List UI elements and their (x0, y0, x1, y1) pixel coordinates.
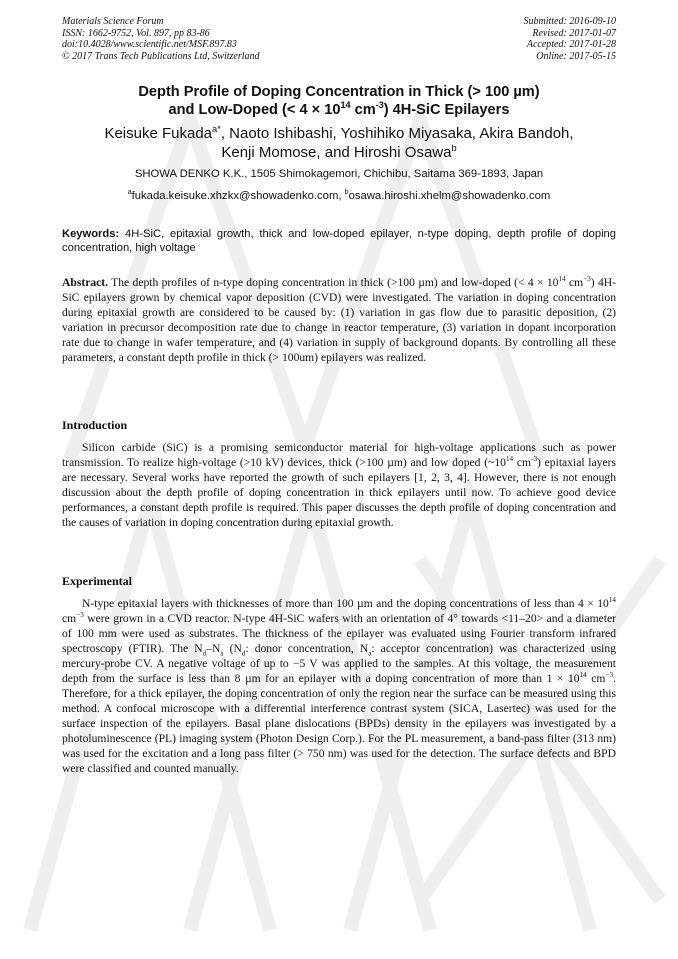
date-revised: Revised: 2017-01-07 (532, 27, 616, 39)
paper-title (62, 83, 616, 119)
subscript: a (220, 649, 224, 658)
abstract-text: The depth profiles of n-type doping concentration in thick (>100 µm) and low-doped (< 4 × 10 (108, 276, 559, 289)
paragraph-text: were grown in a CVD reactor. N-type 4H-SiC wafers with an orientation of 4° towards <11–20> and a diameter of 100 mm were used as substrates. The thickness of the epilayer was evaluated using Fourier transform infrared spectroscopy (FTIR). The N (62, 612, 616, 655)
paragraph-text: (N (223, 642, 242, 655)
title-text: and Low-Doped (< 4 × 10 (168, 102, 341, 118)
subscript: a (368, 649, 372, 658)
author-emails (62, 189, 616, 203)
authors-line-2 (62, 143, 616, 162)
journal-doi: doi:10.4028/www.scientific.net/MSF.897.83 (62, 39, 237, 51)
keywords-text: 4H-SiC, epitaxial growth, thick and low-doped epilayer, n-type doping, depth profile of doping concentration, high voltage (62, 228, 616, 254)
email-address: fukada.keisuke.xhzkx@showadenko.com, (131, 190, 345, 202)
paragraph-text: cm (513, 456, 532, 469)
date-submitted: Submitted: 2016-09-10 (523, 16, 616, 27)
paragraph-text: –N (206, 642, 221, 655)
subscript: d (202, 649, 207, 658)
abstract-text: cm (565, 276, 584, 289)
affiliation: SHOWA DENKO K.K., 1505 Shimokagemori, Chichibu, Saitama 369-1893, Japan (134, 168, 544, 180)
journal-header-left (62, 16, 260, 62)
authors-line-1 (62, 124, 616, 143)
superscript: 14 (579, 671, 587, 680)
journal-name: Materials Science Forum (62, 16, 164, 27)
abstract (62, 275, 616, 365)
author-names: , Naoto Ishibashi, Yoshihiko Miyasaka, Akira Bandoh, (220, 125, 574, 142)
author-list (62, 124, 616, 162)
superscript: −3 (605, 671, 614, 680)
abstract-text: ) 4H-SiC epilayers grown by chemical vapor deposition (CVD) were investigated. The variation in doping concentration during epitaxial growth are considered to be caused by: (1) variation in gas flow due to parasitic deposition, (2) variation in precursor decomposition rate due to change in reactor temperature, (3) variation in dopant incorporation rate due to change in wafer temperature, and (4) variation in supply of background dopants. By controlling all these parameters, a constant depth profile in thick (> 100um) epilayers was realized. (62, 276, 617, 364)
superscript: 14 (608, 596, 616, 605)
superscript: 14 (505, 455, 514, 464)
paragraph-text: : donor concentration, N (245, 642, 369, 655)
paragraph-text: : acceptor concentration) was characterized using mercury-probe CV. A negative voltage of up to −5 V was applied to the samples. At this voltage, the measurement depth from the surface is less than 8 µm for an epilayer with a doping concentration of more than 1 × 10 (62, 642, 616, 685)
paragraph-text: cm (586, 672, 606, 685)
date-online: Online: 2017-05-15 (536, 50, 616, 62)
title-text: ) 4H-SiC Epilayers (383, 102, 510, 118)
superscript: −3 (583, 275, 591, 284)
date-accepted: Accepted: 2017-01-28 (526, 39, 616, 51)
section-heading-introduction: Introduction (62, 418, 128, 432)
subscript: d (241, 649, 246, 658)
author-name: Keisuke Fukada (104, 125, 213, 142)
author-affiliation-mark: b (451, 143, 457, 153)
journal-header-right (524, 16, 617, 62)
author-names: Kenji Momose, and Hiroshi Osawa (221, 144, 452, 161)
title-line-2 (62, 101, 616, 119)
email-mark: b (344, 189, 349, 197)
keywords (62, 227, 616, 255)
title-line-1: Depth Profile of Doping Concentration in Thick (> 100 µm) (138, 84, 540, 100)
email-address: osawa.hiroshi.xhelm@showadenko.com (348, 190, 551, 202)
section-heading-experimental: Experimental (62, 574, 132, 588)
title-text: cm (350, 102, 376, 118)
email-mark: a (127, 189, 132, 197)
introduction-paragraph (62, 440, 616, 530)
keywords-label: Keywords: (62, 228, 120, 240)
superscript: −3 (76, 611, 84, 620)
journal-issn: ISSN: 1662-9752, Vol. 897, pp 83-86 (62, 27, 210, 39)
experimental-paragraph (62, 596, 616, 776)
superscript: -3 (531, 455, 538, 464)
abstract-label: Abstract. (62, 276, 109, 289)
paragraph-text: ) epitaxial layers are necessary. Several works have reported the growth of such epilayers [1, 2, 3, 4]. However, there is not enough discussion about the depth profile of doping concentration in thick epilayers until now. To achieve good device performances, a constant depth profile is required. This paper discusses the depth profile of doping concentration and the causes of variation in doping concentration during epitaxial growth. (62, 456, 616, 529)
title-superscript: -3 (375, 100, 384, 111)
paragraph-text: N-type epitaxial layers with thicknesses of more than 100 µm and the doping concentrations of less than 4 × 10 (82, 597, 609, 610)
paragraph-text: Silicon carbide (SiC) is a promising semiconductor material for high-voltage applications such as power transmission. To realize high-voltage (>10 kV) devices, thick (>100 µm) and low doped (~10 (62, 441, 616, 469)
journal-copyright: © 2017 Trans Tech Publications Ltd, Switzerland (62, 50, 260, 62)
paragraph-text: . Therefore, for a thick epilayer, the doping concentration of only the region near the surface can be measured using this method. A confocal microscope with a differential interference contrast system (SICA, Lasertec) was used for the surface inspection of the epilayers. Basal plane dislocations (BPDs) density in the epilayers was investigated by a photoluminescence (PL) imaging system (Photon Design Corp.). For the PL measurement, a band-pass filter (313 nm) was used for the excitation and a long pass filter (> 750 nm) was used for the detection. The surface defects and BPD were classified and counted manually. (62, 672, 617, 775)
superscript: 14 (558, 275, 566, 284)
paragraph-text: cm (62, 612, 77, 625)
author-affiliation-mark: a* (212, 124, 221, 134)
title-superscript: 14 (340, 100, 351, 111)
